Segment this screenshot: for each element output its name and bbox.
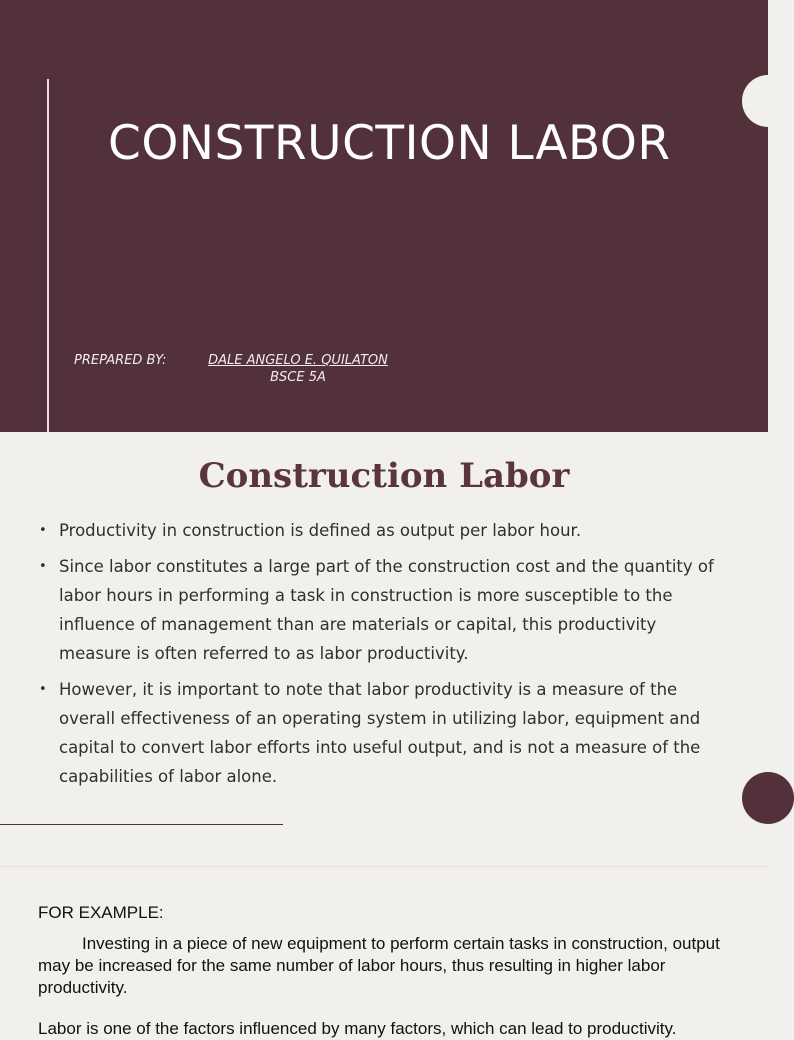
bullet-item: • Productivity in construction is defined as output per labor hour.	[38, 516, 732, 545]
author-name[interactable]: DALE ANGELO E. QUILATON	[208, 353, 388, 368]
content-slide	[0, 432, 768, 866]
prepared-by-label: PREPARED BY:	[74, 353, 167, 368]
horizontal-divider	[0, 824, 283, 825]
bullet-item: • However, it is important to note that labor productivity is a measure of the overall effectiveness of an operating system in utilizing labor, equipment and capital to convert labor efforts into useful output, and is not a measure of the capabilities of labor alone.	[38, 675, 732, 791]
slide-title: CONSTRUCTION LABOR	[108, 116, 671, 171]
author-block	[208, 353, 388, 385]
example-paragraph-2: Labor is one of the factors influenced by many factors, which can lead to productivity.	[38, 1019, 677, 1038]
vertical-divider	[47, 79, 49, 432]
bullet-list	[38, 516, 732, 798]
author-course: BSCE 5A	[270, 370, 326, 385]
example-label: FOR EXAMPLE:	[38, 903, 164, 922]
title-slide	[0, 0, 768, 432]
example-paragraph: Investing in a piece of new equipment to perform certain tasks in construction, output may be increased for the same number of labor hours, thus resulting in higher labor productivity.	[38, 934, 720, 997]
slide-heading: Construction Labor	[198, 456, 570, 496]
decorative-circle	[742, 75, 794, 127]
bullet-item: • Since labor constitutes a large part of the construction cost and the quantity of labor hours in performing a task in construction is more susceptible to the influence of management than are materials or capital, this productivity measure is often referred to as labor productivity.	[38, 552, 732, 668]
example-slide	[0, 866, 768, 1038]
decorative-circle	[742, 772, 794, 824]
